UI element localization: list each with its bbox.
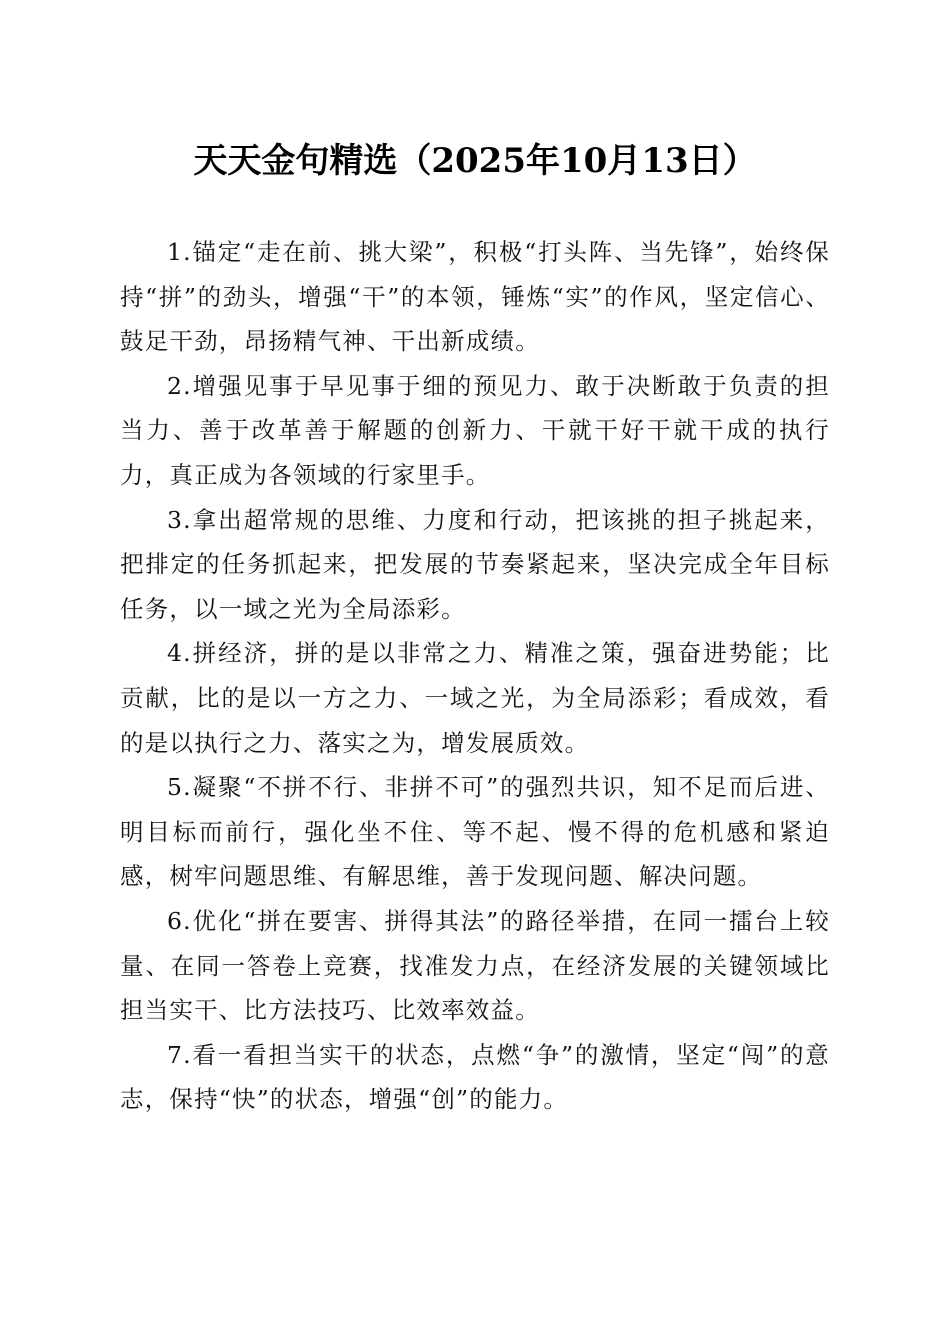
paragraph-4: 4.拼经济，拼的是以非常之力、精准之策，强奋进势能；比贡献，比的是以一方之力、一域之光，为全局添彩；看成效，看的是以执行之力、落实之为，增发展质效。 [120,639,830,757]
paragraph-6: 6.优化“拼在要害、拼得其法”的路径举措，在同一擂台上较量、在同一答卷上竞赛，找准发力点，在经济发展的关键领域比担当实干、比方法技巧、比效率效益。 [120,906,830,1025]
paragraph-7: 7.看一看担当实干的状态，点燃“争”的激情，坚定“闯”的意志，保持“快”的状态，增强“创”的能力。 [120,1040,830,1114]
paragraph-2: 2.增强见事于早见事于细的预见力、敢于决断敢于负责的担当力、善于改革善于解题的创新力、干就干好干就干成的执行力，真正成为各领域的行家里手。 [120,371,830,489]
paragraph-5: 5.凝聚“不拼不行、非拼不可”的强烈共识，知不足而后进、明目标而前行，强化坐不住、等不起、慢不得的危机感和紧迫感，树牢问题思维、有解思维，善于发现问题、解决问题。 [120,773,830,891]
document-title: 天天金句精选（2025年10月13日） [193,141,757,181]
document-body [120,230,830,1122]
paragraph-1: 1.锚定“走在前、挑大梁”，积极“打头阵、当先锋”，始终保持“拼”的劲头，增强“干”的本领，锤炼“实”的作风，坚定信心、鼓足干劲，昂扬精气神、干出新成绩。 [120,238,830,356]
paragraph-3: 3.拿出超常规的思维、力度和行动，把该挑的担子挑起来，把排定的任务抓起来，把发展的节奏紧起来，坚决完成全年目标任务，以一域之光为全局添彩。 [120,505,830,623]
